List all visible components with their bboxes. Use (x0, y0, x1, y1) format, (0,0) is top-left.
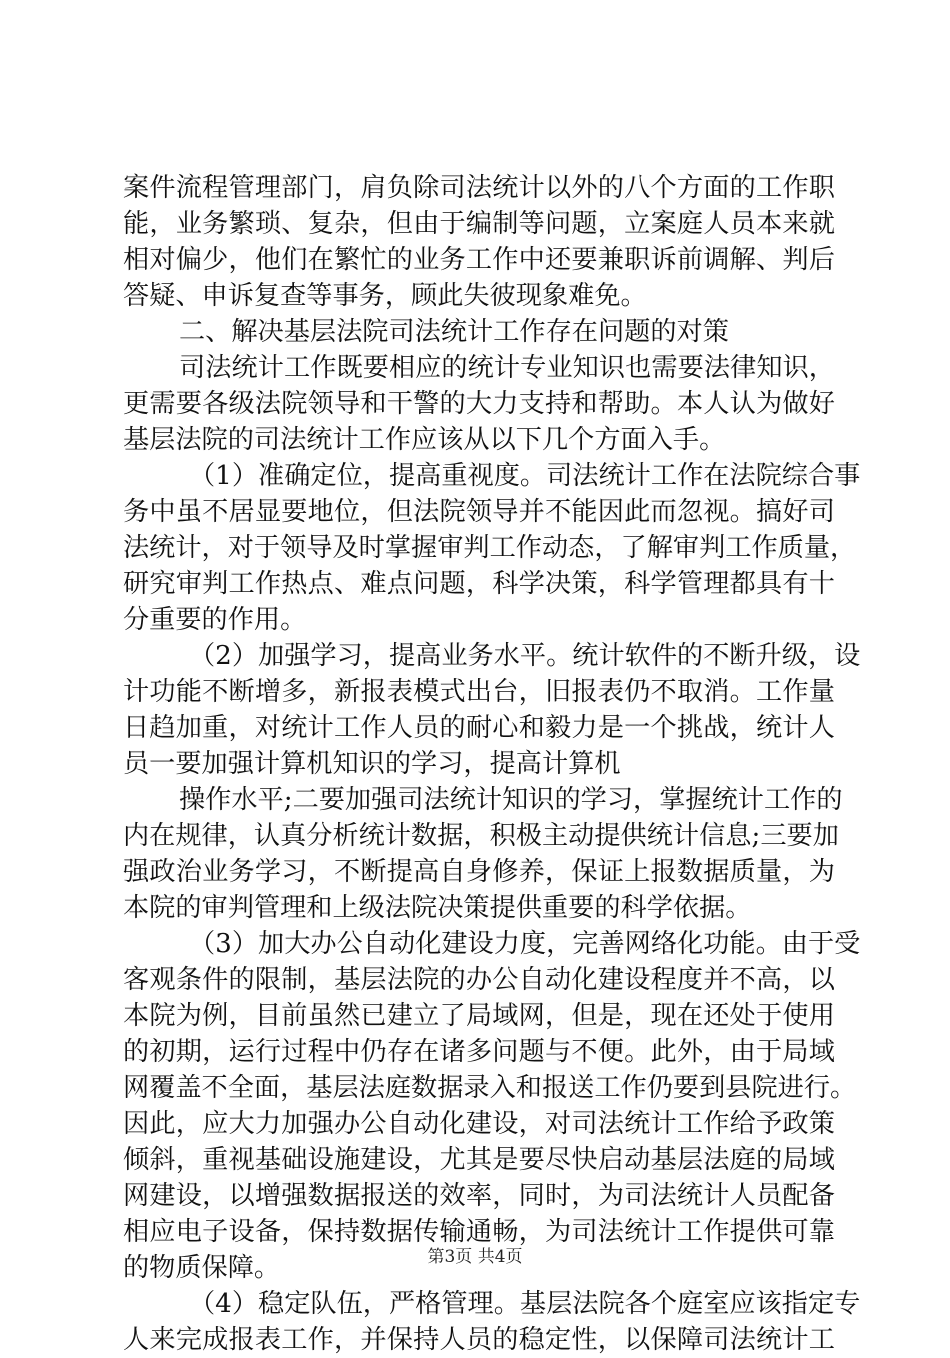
paragraph (123, 458, 861, 638)
paragraph (123, 926, 861, 1286)
text-line: 研究审判工作热点、难点问题，科学决策，科学管理都具有十 (123, 569, 835, 599)
paragraph (123, 350, 835, 458)
body-text (123, 170, 861, 1358)
text-line: 人来完成报表工作，并保持人员的稳定性，以保障司法统计工 (123, 1325, 835, 1355)
text-line: 员一要加强计算机知识的学习，提高计算机 (123, 749, 621, 779)
text-line: 相应电子设备，保持数据传输通畅，为司法统计工作提供可靠 (123, 1217, 835, 1247)
section-heading (123, 314, 835, 350)
text-line: 因此，应大力加强办公自动化建设，对司法统计工作给予政策 (123, 1109, 835, 1139)
text-line: 的物质保障。 (123, 1253, 281, 1283)
text-line: 司法统计工作既要相应的统计专业知识也需要法律知识， (179, 353, 835, 383)
text-line: 本院的审判管理和上级法院决策提供重要的科学依据。 (123, 893, 752, 923)
text-line: 网建设，以增强数据报送的效率，同时，为司法统计人员配备 (123, 1181, 835, 1211)
paragraph (123, 170, 835, 314)
text-line: 法统计，对于领导及时掌握审判工作动态，了解审判工作质量， (123, 533, 857, 563)
text-line: 基层法院的司法统计工作应该从以下几个方面入手。 (123, 425, 726, 455)
text-line: 网覆盖不全面，基层法庭数据录入和报送工作仍要到县院进行。 (123, 1073, 857, 1103)
page-number-label: 第3页 共4页 (427, 1247, 523, 1267)
text-line: 分重要的作用。 (123, 605, 307, 635)
text-line: 的初期，运行过程中仍存在诸多问题与不便。此外，由于局域 (123, 1037, 835, 1067)
text-line: 操作水平;二要加强司法统计知识的学习，掌握统计工作的 (179, 785, 843, 815)
text-line: 计功能不断增多，新报表模式出台，旧报表仍不取消。工作量 (123, 677, 835, 707)
text-line: 强政治业务学习，不断提高自身修养，保证上报数据质量，为 (123, 857, 835, 887)
text-line: 倾斜，重视基础设施建设，尤其是要尽快启动基层法庭的局域 (123, 1145, 835, 1175)
text-line: 能，业务繁琐、复杂，但由于编制等问题，立案庭人员本来就 (123, 209, 835, 239)
text-line: 相对偏少，他们在繁忙的业务工作中还要兼职诉前调解、判后 (123, 245, 835, 275)
text-line: 内在规律，认真分析统计数据，积极主动提供统计信息;三要加 (123, 821, 839, 851)
text-line: 二、解决基层法院司法统计工作存在问题的对策 (179, 317, 729, 347)
text-line: （2）加强学习，提高业务水平。统计软件的不断升级，设 (189, 641, 861, 671)
text-line: （3）加大办公自动化建设力度，完善网络化功能。由于受 (189, 929, 861, 959)
paragraph (123, 1286, 861, 1358)
text-line: （1）准确定位，提高重视度。司法统计工作在法院综合事 (189, 461, 861, 491)
paragraph (123, 638, 861, 782)
text-line: 本院为例，目前虽然已建立了局域网，但是，现在还处于使用 (123, 1001, 835, 1031)
text-line: 案件流程管理部门，肩负除司法统计以外的八个方面的工作职 (123, 173, 835, 203)
text-line: 客观条件的限制，基层法院的办公自动化建设程度并不高，以 (123, 965, 835, 995)
text-line: 答疑、申诉复查等事务，顾此失彼现象难免。 (123, 281, 647, 311)
text-line: 更需要各级法院领导和干警的大力支持和帮助。本人认为做好 (123, 389, 835, 419)
text-line: 日趋加重，对统计工作人员的耐心和毅力是一个挑战，统计人 (123, 713, 835, 743)
text-line: 务中虽不居显要地位，但法院领导并不能因此而忽视。搞好司 (123, 497, 835, 527)
page-footer (0, 1242, 950, 1267)
paragraph (123, 782, 843, 926)
text-line: （4）稳定队伍，严格管理。基层法院各个庭室应该指定专 (189, 1289, 861, 1319)
